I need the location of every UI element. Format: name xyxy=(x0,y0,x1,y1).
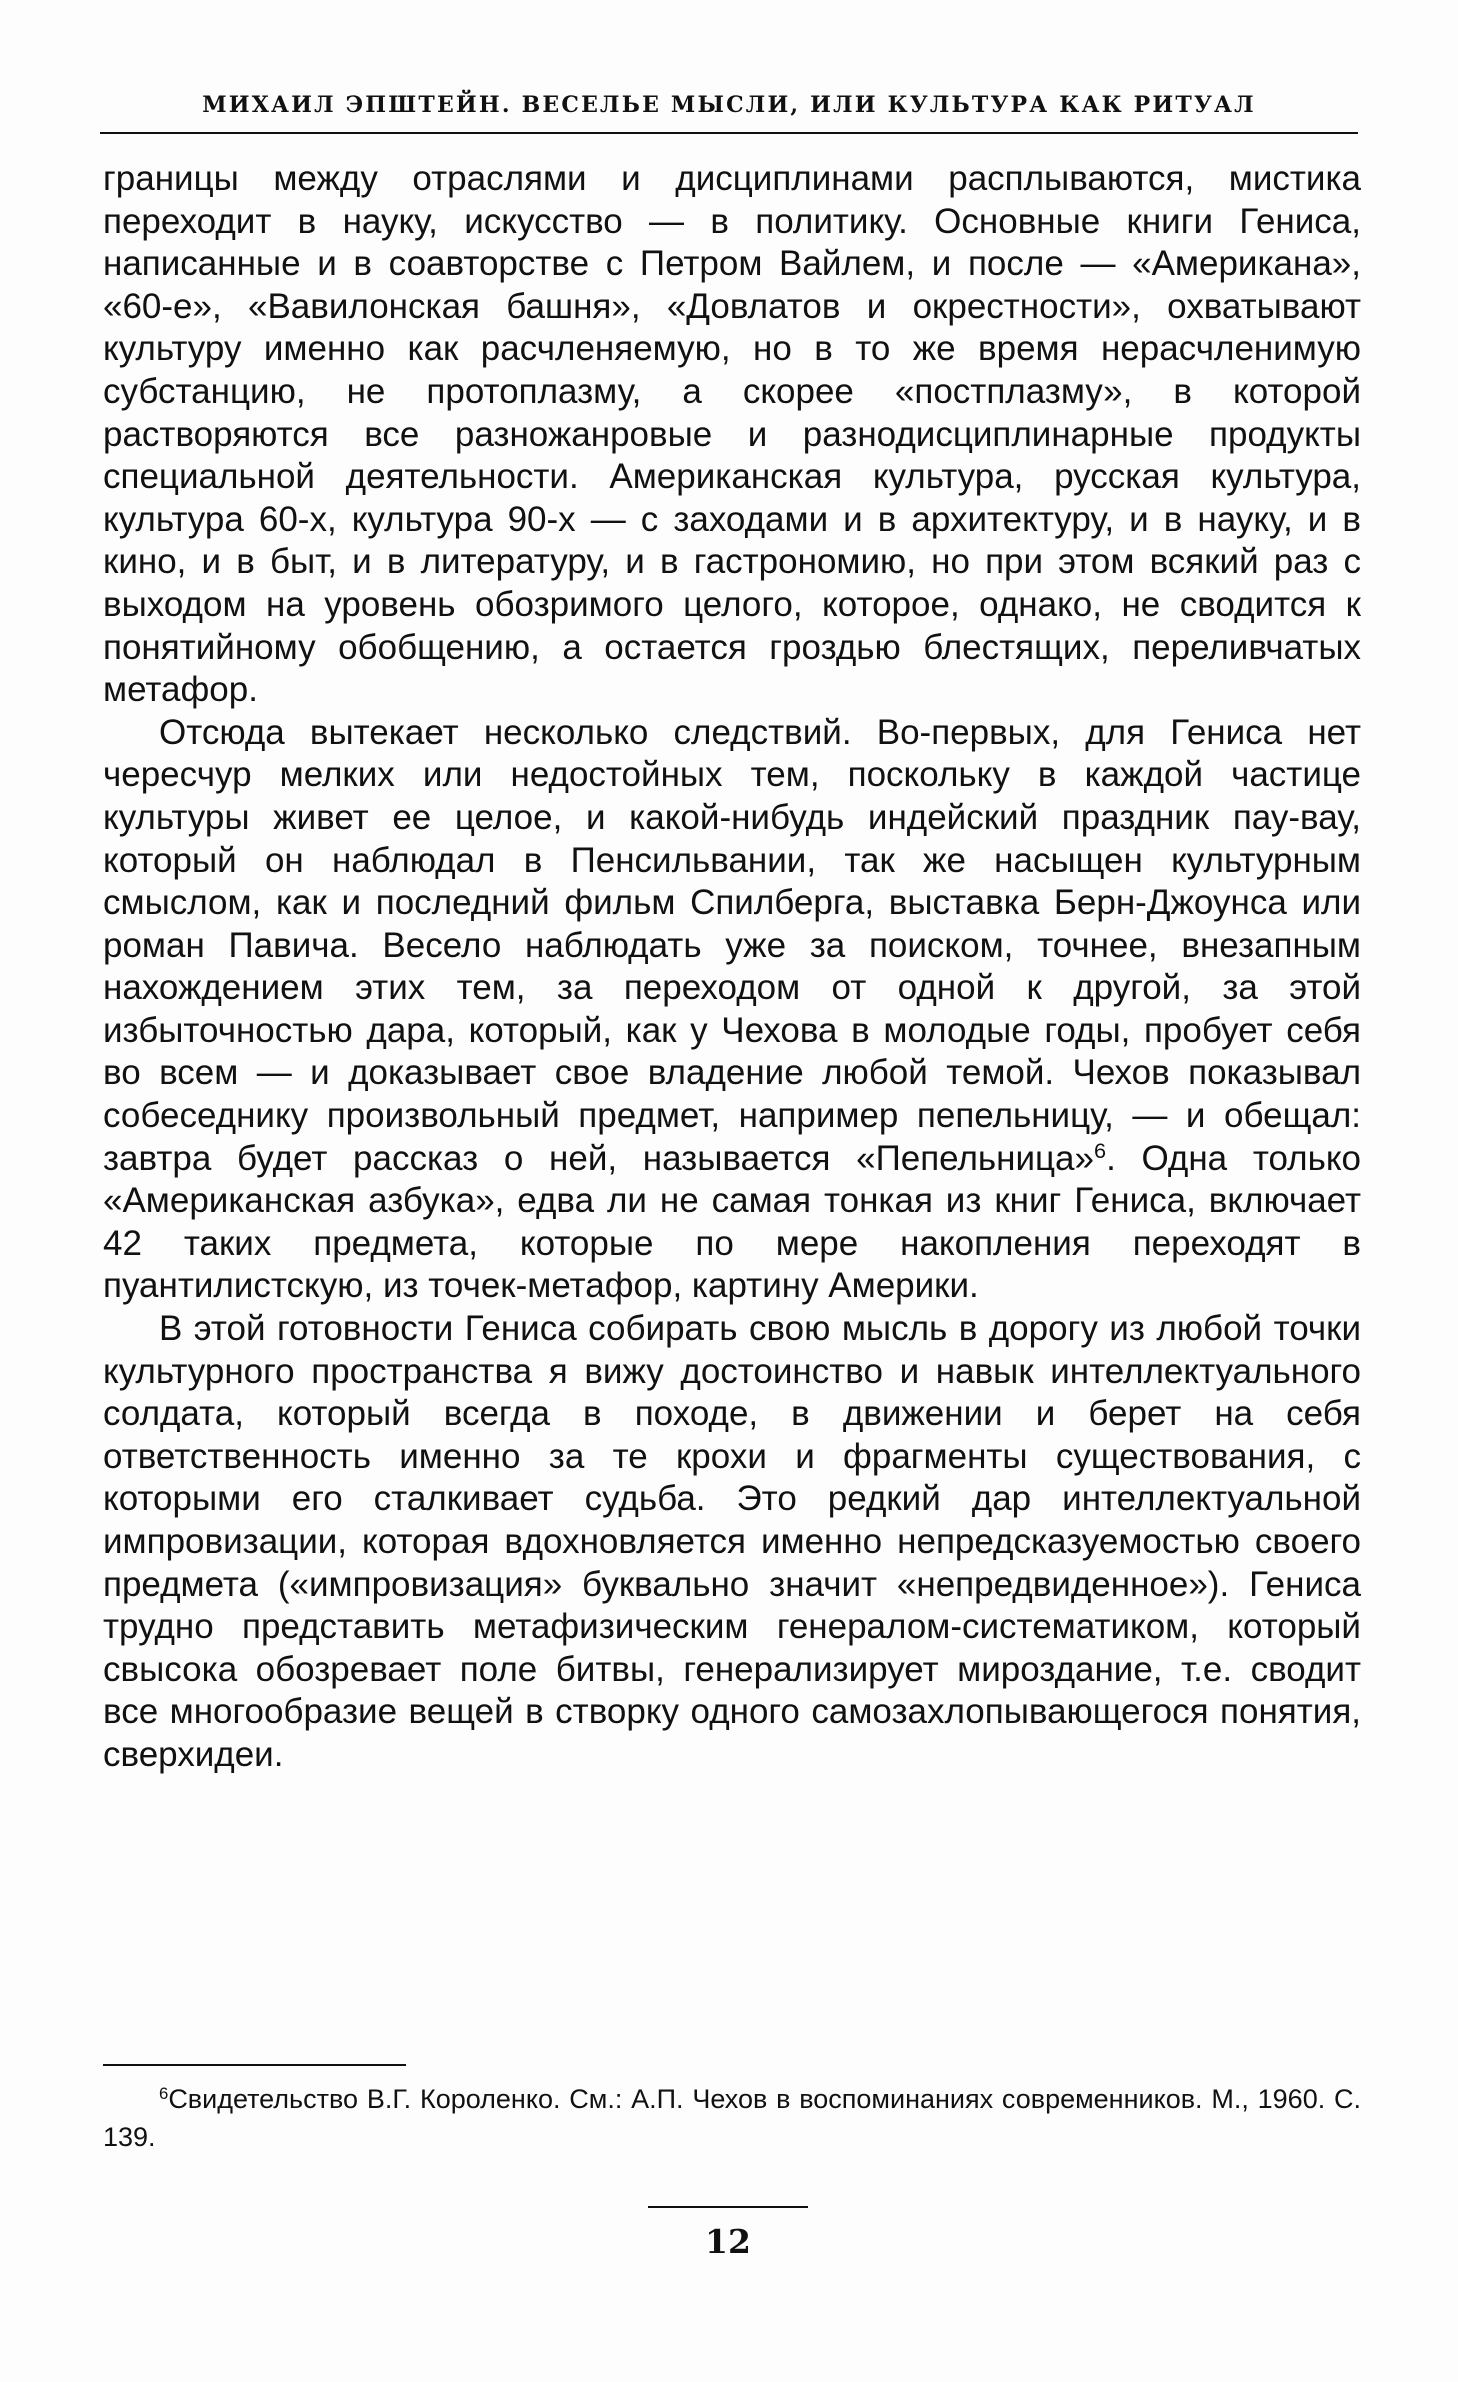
paragraph-2 xyxy=(103,712,1361,1308)
paragraph-1: границы между отраслями и дисциплинами расплываются, мистика переходит в науку, искусство — в политику. Основные книги Гениса, написанные и в соавторстве с Петром Вайлем, и после — «Американа», «60-е», «Вавилонская башня», «Довлатов и окрестности», охватывают культуру именно как расчленяемую, но в то же время нерасчленимую субстанцию, не протоплазму, а скорее «постплазму», в которой растворяются все разножанровые и разнодисциплинарные продукты специальной деятельности. Американская культура, русская культура, культура 60-х, культура 90-х — с заходами и в архитектуру, и в науку, и в кино, и в быт, и в литературу, и в гастрономию, но при этом всякий раз с выходом на уровень обозримого целого, которое, однако, не сводится к понятийному обобщению, а остается гроздью блестящих, переливчатых метафор. xyxy=(103,159,1361,710)
running-header: МИХАИЛ ЭПШТЕЙН. ВЕСЕЛЬЕ МЫСЛИ, ИЛИ КУЛЬТУРА КАК РИТУАЛ xyxy=(202,92,1256,118)
footnote-text-line xyxy=(103,2080,1361,2156)
footnote xyxy=(103,2080,1361,2156)
footnote-text: Свидетельство В.Г. Короленко. См.: А.П. Чехов в воспоминаниях современников. М., 1960. С. 139. xyxy=(103,2084,1361,2152)
header-rule xyxy=(100,132,1358,134)
page-number: 12 xyxy=(705,2222,751,2261)
paragraph-2-text: Отсюда вытекает несколько следствий. Во-первых, для Гениса нет чересчур мелких или недостойных тем, поскольку в каждой частице культуры живет ее целое, и какой-нибудь индейский праздник пау-вау, который он наблюдал в Пенсильвании, так же насыщен культурным смыслом, как и последний фильм Спилберга, выставка Берн-Джоунса или роман Павича. Весело наблюдать уже за поиском, точнее, внезапным нахождением этих тем, за переходом от одной к другой, за этой избыточностью дара, который, как у Чехова в молодые годы, пробует себя во всем — и доказывает свое владение любой темой. Чехов показывал собеседнику произвольный предмет, например пепельницу, — и обещал: завтра будет рассказ о ней, называется «Пепельница» xyxy=(103,712,1361,1178)
main-text xyxy=(103,158,1361,1777)
footnote-rule xyxy=(103,2064,406,2066)
footnote-marker: 6 xyxy=(159,2083,169,2103)
paragraph-3: В этой готовности Гениса собирать свою мысль в дорогу из любой точки культурного пространства я вижу достоинство и навык интеллектуального солдата, который всегда в походе, в движении и берет на себя ответственность именно за те крохи и фрагменты существования, с которыми его сталкивает судьба. Это редкий дар интеллектуальной импровизации, которая вдохновляется именно непредсказуемостью своего предмета («импровизация» буквально значит «непредвиденное»). Гениса трудно представить метафизическим генералом-систематиком, который свысока обозревает поле битвы, генерализирует мироздание, т.е. сводит все многообразие вещей в створку одного самозахлопывающегося понятия, сверхидеи. xyxy=(103,1309,1361,1774)
page-number-rule xyxy=(648,2206,808,2208)
footnote-reference[interactable]: 6 xyxy=(1094,1137,1107,1163)
paragraph-2-continuation: . Одна только «Американская азбука», едва ли не самая тонкая из книг Гениса, включает 42 таких предмета, которые по мере накопления переходят в пуантилистскую, из точек-метафор, картину Америки. xyxy=(103,1138,1361,1306)
